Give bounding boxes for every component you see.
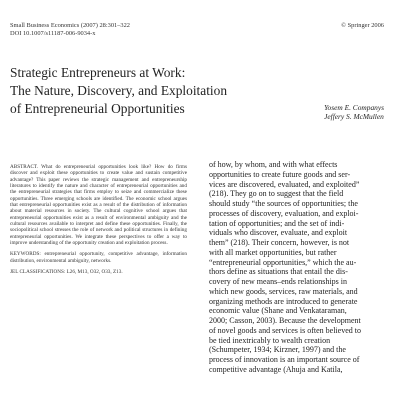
body-line: be tied inextricably to wealth creation (209, 335, 331, 345)
body-line: should study “the sources of opportunities; the (209, 199, 358, 208)
body-line: vices are discovered, evaluated, and exploited” (209, 179, 360, 189)
title-line: Strategic Entrepreneurs at Work: (10, 65, 186, 80)
body-line: organizing methods are introduced to generate (209, 296, 358, 306)
keywords: KEYWORDS: entrepreneurial opportunity, competitive advantage, information distribution, environmental ambiguity, networks. (10, 251, 187, 264)
journal-citation: Small Business Economics (2007) 28:301–322 (10, 22, 130, 29)
article-title (10, 64, 250, 118)
author: Jeffery S. McMullen (324, 112, 384, 121)
body-column (209, 160, 389, 375)
body-line: opportunities to create future goods and ser- (209, 169, 351, 179)
abstract-column (10, 164, 187, 281)
abstract: ABSTRACT. What do entrepreneurial opportunities look like? How do firms discover and exploit these opportunities to create value and sustain competitive advantage? This paper reviews the strategic management and entrepreneurship literatures to identify the nature and character of entrepreneurial opportunities and the entrepreneurial strategies that firms employ to seize and commercialize these opportunities. Three emerging schools are identified. The economic school argues that entrepreneurial opportunities exist as a result of the distribution of information about material resources in society. The cultural cognitive school argues that entrepreneurial opportunities exist as a result of environmental ambiguity and the cultural resources available to interpret and define these opportunities. Finally, the sociopolitical school stresses the role of network and political structures in defining entrepreneurial opportunities. We integrate these perspectives to offer a way to improve understanding of the opportunity creation and exploitation process. (10, 164, 187, 247)
body-line: them” (218). Their concern, however, is not (209, 238, 350, 247)
body-line: (Schumpeter, 1934; Kirzner, 1997) and the (209, 345, 346, 355)
author: Yosem E. Companys (324, 103, 384, 112)
body-line: thors define as situations that entail the dis- (209, 267, 348, 277)
title-line: of Entrepreneurial Opportunities (10, 101, 185, 116)
body-line: economic value (Shane and Venkataraman, (209, 306, 347, 316)
body-line: 2000; Casson, 2003). Because the development (209, 316, 361, 325)
title-line: The Nature, Discovery, and Exploitation (10, 83, 228, 98)
journal-header (10, 22, 130, 38)
authors (324, 103, 384, 121)
body-line: “entrepreneurial opportunities,” which the au- (209, 257, 357, 267)
copyright: © Springer 2006 (341, 22, 384, 29)
body-line: of novel goods and services is often believed to (209, 325, 361, 335)
body-line: which new goods, services, raw materials, and (209, 286, 358, 296)
body-line: with all market opportunities, but rather (209, 247, 337, 257)
body-line: tation of opportunities; and the set of indi- (209, 218, 345, 228)
body-line: competitive advantage (Ahuja and Katila, (209, 364, 343, 374)
body-line: (218). They go on to suggest that the field (209, 189, 344, 199)
jel-classifications: JEL CLASSIFICATIONS: L26, M13, O32, O33, Z13. (10, 269, 123, 276)
body-line: process of innovation is an important source of (209, 355, 360, 364)
body-line: processes of discovery, evaluation, and exploi- (209, 208, 359, 218)
body-line: viduals who discover, evaluate, and exploit (209, 228, 348, 238)
body-line: of how, by whom, and with what effects (209, 160, 338, 169)
body-line: covery of new means–ends relationships in (209, 277, 347, 286)
doi: DOI 10.1007/s11187-006-9034-x (10, 30, 96, 37)
